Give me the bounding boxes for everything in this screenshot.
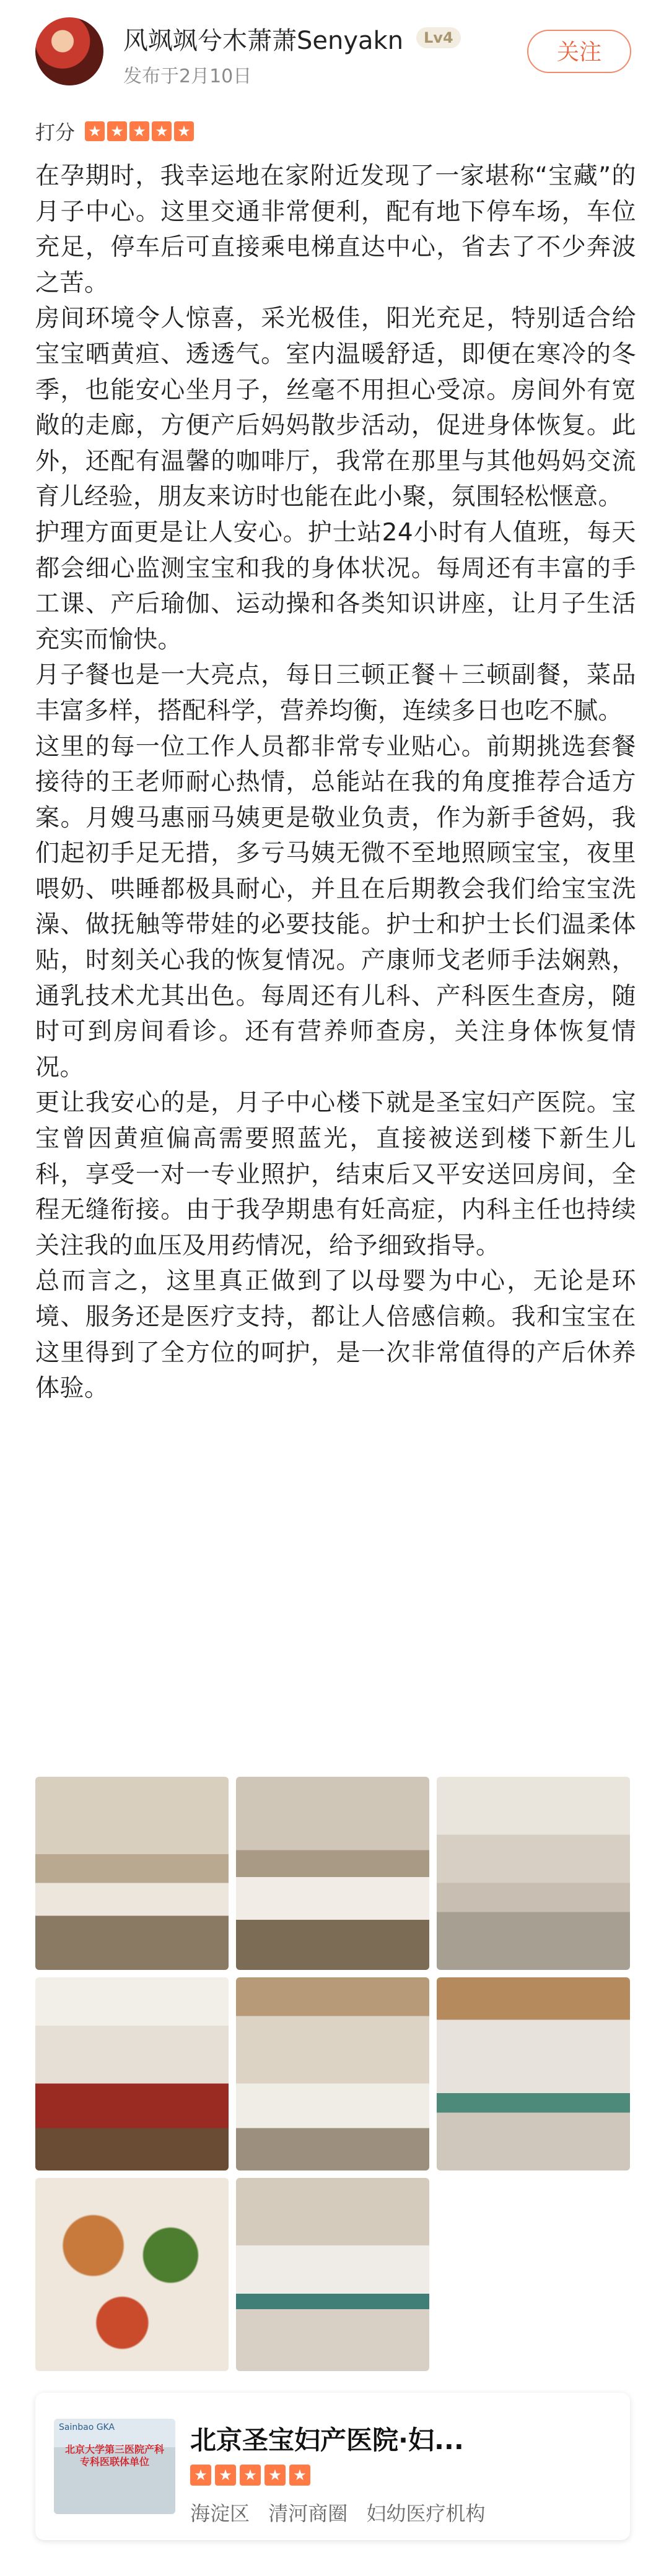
shop-thumbnail[interactable] — [54, 2419, 175, 2514]
shop-meta — [190, 2498, 497, 2526]
review-paragraph: 在孕期时，我幸运地在家附近发现了一家堪称“宝藏”的月子中心。这里交通非常便利，配有地下停车场，车位充足，停车后可直接乘电梯直达中心，省去了不少奔波之苦。 — [35, 162, 636, 297]
rating-row — [35, 118, 196, 145]
room-bed-photo-2[interactable] — [236, 1777, 429, 1970]
review-paragraph: 总而言之，这里真正做到了以母婴为中心，无论是环境、服务还是医疗支持，都让人倍感信赖。我和宝宝在这里得到了全方位的呵护，是一次非常值得的产后休养体验。 — [35, 1267, 636, 1403]
shop-business-area: 清河商圈 — [268, 2502, 348, 2525]
level-badge: Lv4 — [416, 27, 461, 48]
shop-category: 妇幼医疗机构 — [366, 2502, 486, 2525]
festive-decor-photo[interactable] — [35, 1977, 229, 2171]
star-icon: ★ — [129, 121, 149, 141]
review-text — [35, 158, 636, 1407]
kitchen-photo[interactable] — [236, 1977, 429, 2171]
reception-photo[interactable] — [236, 2178, 429, 2371]
post-header — [0, 0, 669, 105]
follow-button[interactable]: 关注 — [527, 30, 631, 73]
star-icon: ★ — [190, 2465, 211, 2486]
star-icon: ★ — [265, 2465, 286, 2486]
rating-stars — [85, 121, 196, 141]
review-paragraph: 护理方面更是让人安心。护士站24小时有人值班，每天都会细心监测宝宝和我的身体状况。每周还有丰富的手工课、产后瑜伽、运动操和各类知识讲座，让月子生活充实而愉快。 — [35, 518, 636, 654]
corridor-photo[interactable] — [437, 1777, 630, 1970]
meal-photo[interactable] — [35, 2178, 229, 2371]
shop-title[interactable]: 北京圣宝妇产医院·妇... — [190, 2425, 464, 2455]
star-icon: ★ — [289, 2465, 310, 2486]
star-icon: ★ — [107, 121, 127, 141]
review-paragraph: 月子餐也是一大亮点，每日三顿正餐＋三顿副餐，菜品丰富多样，搭配科学，营养均衡，连续多日也吃不腻。 — [35, 661, 636, 725]
avatar[interactable] — [35, 17, 103, 85]
star-icon: ★ — [152, 121, 172, 141]
review-paragraph: 更让我安心的是，月子中心楼下就是圣宝妇产医院。宝宝曾因黄疸偏高需要照蓝光，直接被送到楼下新生儿科，享受一对一专业照护，结束后又平安送回房间，全程无缝衔接。由于我孕期患有妊高症，内科主任也持续关注我的血压及用药情况，给予细致指导。 — [35, 1089, 636, 1260]
shop-district: 海淀区 — [190, 2502, 250, 2525]
shop-card[interactable] — [35, 2393, 630, 2540]
review-paragraph: 房间环境令人惊喜，采光极佳，阳光充足，特别适合给宝宝晒黄疸、透透气。室内温暖舒适，即便在寒冷的冬季，也能安心坐月子，丝毫不用担心受凉。房间外有宽敞的走廊，方便产后妈妈散步活动，促进身体恢复。此外，还配有温馨的咖啡厅，我常在那里与其他妈妈交流育儿经验，朋友来访时也能在此小聚，氛围轻松惬意。 — [35, 305, 636, 511]
review-paragraph: 这里的每一位工作人员都非常专业贴心。前期挑选套餐接待的王老师耐心热情，总能站在我的角度推荐合适方案。月嫂马惠丽马姨更是敬业负责，作为新手爸妈，我们起初手足无措，多亏马姨无微不至地照顾宝宝，夜里喂奶、哄睡都极具耐心，并且在后期教会我们给宝宝洗澡、做抚触等带娃的必要技能。护士和护士长们温柔体贴，时刻关心我的恢复情况。产康师戈老师手法娴熟，通乳技术尤其出色。每周还有儿科、产科医生查房，随时可到房间看诊。还有营养师查房，关注身体恢复情况。 — [35, 732, 636, 1082]
rating-label: 打分 — [35, 121, 76, 144]
shop-rating-stars — [190, 2465, 314, 2486]
publish-time: 发布于2月10日 — [123, 66, 252, 87]
star-icon: ★ — [240, 2465, 261, 2486]
username[interactable]: 风飒飒兮木萧萧Senyakn — [123, 27, 404, 55]
shop-logo-text: Sainbao GKA — [59, 2422, 115, 2432]
room-bed-photo-1[interactable] — [35, 1777, 229, 1970]
lounge-photo[interactable] — [437, 1977, 630, 2171]
star-icon: ★ — [85, 121, 105, 141]
star-icon: ★ — [174, 121, 194, 141]
shop-banner-text: 北京大学第三医院产科专科医联体单位 — [64, 2444, 164, 2468]
star-icon: ★ — [215, 2465, 236, 2486]
